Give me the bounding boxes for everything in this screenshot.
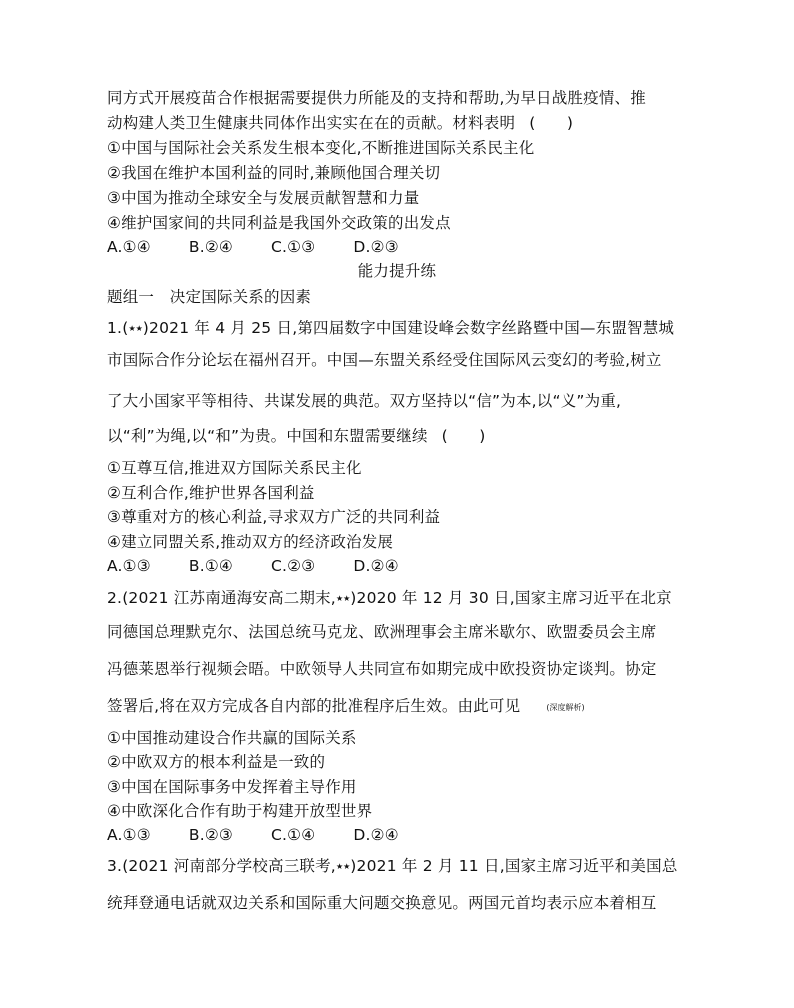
q2-statement-1: ①中国推动建设合作共赢的国际关系 [107,729,357,747]
q2-line-4 [107,696,585,718]
option-d: D.②④ [353,557,399,575]
intro-statement-2: ②我国在维护本国利益的同时,兼顾他国合理关切 [107,164,441,182]
q2-statement-2: ②中欧双方的根本利益是一致的 [107,753,326,771]
difficulty-stars-icon: ★★ [128,324,143,333]
q3-line-1-text: )2021 年 2 月 11 日,国家主席习近平和美国总 [350,857,678,875]
q1-line-4 [107,426,486,446]
answer-paren: ( ) [441,427,486,445]
section-title: 能力提升练 [357,262,437,280]
intro-statement-3: ③中国为推动全球安全与发展贡献智慧和力量 [107,189,420,207]
option-b: B.①④ [188,557,234,575]
option-a: A.①③ [107,557,151,575]
q1-line-2: 市国际合作分论坛在福州召开。中国—东盟关系经受住国际风云变幻的考验,树立 [107,351,662,369]
q1-options [107,556,399,576]
intro-options [107,237,399,257]
option-a: A.①③ [107,826,151,844]
option-c: C.②③ [271,557,316,575]
difficulty-stars-icon: ★★ [335,862,351,871]
q2-line-1-text: )2020 年 12 月 30 日,国家主席习近平在北京 [350,589,672,607]
q1-line-1 [107,318,674,339]
q2-line-2: 同德国总理默克尔、法国总统马克龙、欧洲理事会主席米歇尔、欧盟委员会主席 [107,623,657,641]
option-c: C.①③ [271,238,316,256]
q1-number: 1.( [107,319,129,337]
q1-statement-1: ①互尊互信,推进双方国际关系民主化 [107,459,362,477]
option-a: A.①④ [107,238,151,256]
q1-line-3: 了大小国家平等相待、共谋发展的典范。双方坚持以“信”为本,以“义”为重, [107,392,622,410]
q2-statement-4: ④中欧深化合作有助于构建开放型世界 [107,802,373,820]
q2-line-3: 冯德莱恩举行视频会晤。中欧领导人共同宣布如期完成中欧投资协定谈判。协定 [107,660,657,678]
intro-line-2-text: 动构建人类卫生健康共同体作出实实在在的贡献。材料表明 [107,114,516,132]
intro-statement-4: ④维护国家间的共同利益是我国外交政策的出发点 [107,214,451,232]
group-title: 题组一 决定国际关系的因素 [107,288,312,306]
q3-number: 3.(2021 河南部分学校高三联考, [107,857,336,875]
answer-paren: ( ) [529,114,574,132]
difficulty-stars-icon: ★★ [335,594,351,603]
q2-number: 2.(2021 江苏南通海安高二期末, [107,589,336,607]
q1-line-1-text: )2021 年 4 月 25 日,第四届数字中国建设峰会数字丝路暨中国—东盟智慧城 [142,319,675,337]
q3-line-2: 统拜登通电话就双边关系和国际重大问题交换意见。两国元首均表示应本着相互 [107,894,657,912]
intro-line-2 [107,113,573,133]
option-b: B.②④ [188,238,234,256]
q1-line-4-text: 以“利”为绳,以“和”为贵。中国和东盟需要继续 [107,427,428,445]
q1-statement-3: ③尊重对方的核心利益,寻求双方广泛的共同利益 [107,508,441,526]
option-d: D.②③ [353,238,399,256]
q1-statement-2: ②互利合作,维护世界各国利益 [107,484,315,502]
q1-statement-4: ④建立同盟关系,推动双方的经济政治发展 [107,533,394,551]
q2-line-1 [107,588,672,609]
option-b: B.②③ [188,826,234,844]
intro-line-1: 同方式开展疫苗合作根据需要提供力所能及的支持和帮助,为早日战胜疫情、推 [107,89,646,107]
option-d: D.②④ [353,826,399,844]
analysis-tag: (深度解析) [546,703,585,712]
q2-statement-3: ③中国在国际事务中发挥着主导作用 [107,778,357,796]
intro-statement-1: ①中国与国际社会关系发生根本变化,不断推进国际关系民主化 [107,139,535,157]
q2-line-4-text: 签署后,将在双方完成各自内部的批准程序后生效。由此可见 [107,697,521,715]
q3-line-1 [107,856,678,877]
q2-options [107,825,399,845]
option-c: C.①④ [271,826,316,844]
